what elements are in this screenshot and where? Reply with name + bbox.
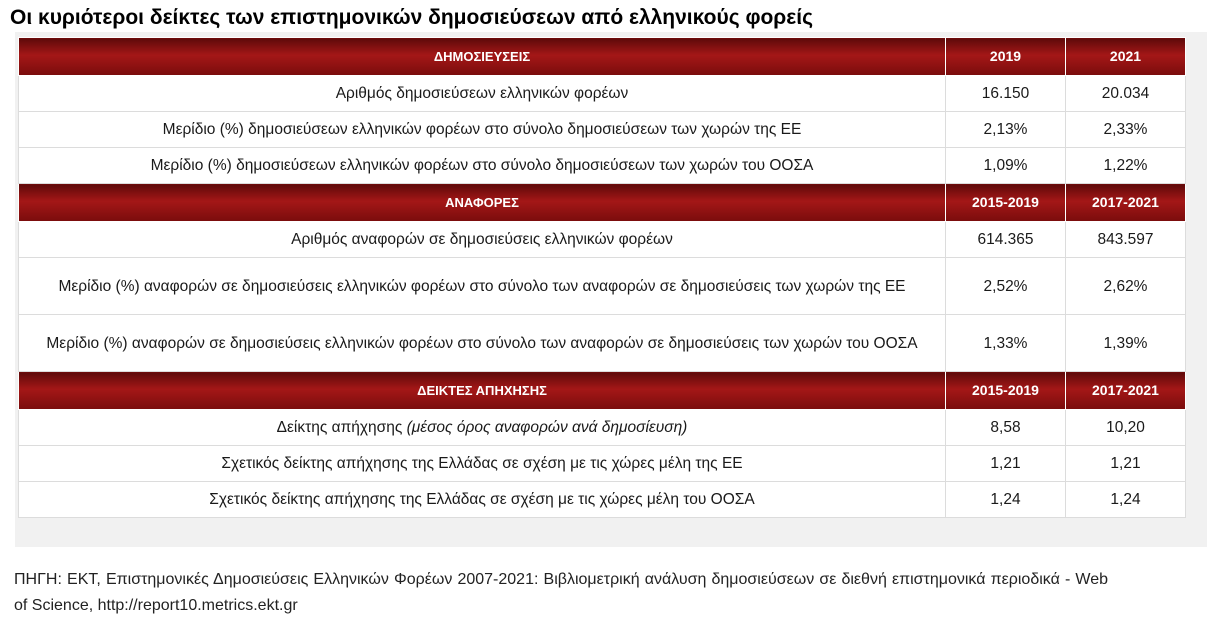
row-value-1: 1,09% xyxy=(946,148,1066,184)
row-value-2: 2,62% xyxy=(1066,258,1186,315)
column-header-year-1: 2019 xyxy=(946,38,1066,76)
section-header-publications xyxy=(19,38,1186,76)
indicators-table-container xyxy=(18,37,1185,518)
row-value-2: 20.034 xyxy=(1066,76,1186,112)
row-label: Μερίδιο (%) δημοσιεύσεων ελληνικών φορέων στο σύνολο δημοσιεύσεων των χωρών της ΕΕ xyxy=(19,112,946,148)
row-value-2: 1,22% xyxy=(1066,148,1186,184)
row-value-2: 1,24 xyxy=(1066,482,1186,518)
row-value-1: 614.365 xyxy=(946,222,1066,258)
row-label: Μερίδιο (%) δημοσιεύσεων ελληνικών φορέων στο σύνολο δημοσιεύσεων των χωρών του ΟΟΣΑ xyxy=(19,148,946,184)
table-row xyxy=(19,315,1186,372)
row-value-1: 16.150 xyxy=(946,76,1066,112)
row-label: Σχετικός δείκτης απήχησης της Ελλάδας σε σχέση με τις χώρες μέλη του ΟΟΣΑ xyxy=(19,482,946,518)
column-header-period-2: 2017-2021 xyxy=(1066,372,1186,410)
row-value-2: 1,21 xyxy=(1066,446,1186,482)
page-title: Οι κυριότεροι δείκτες των επιστημονικών δημοσιεύσεων από ελληνικούς φορείς xyxy=(10,6,814,29)
table-row xyxy=(19,446,1186,482)
row-label: Αριθμός δημοσιεύσεων ελληνικών φορέων xyxy=(19,76,946,112)
row-value-2: 2,33% xyxy=(1066,112,1186,148)
table-row xyxy=(19,148,1186,184)
section-header-citations xyxy=(19,184,1186,222)
row-value-1: 1,21 xyxy=(946,446,1066,482)
row-label-note: (μέσος όρος αναφορών ανά δημοσίευση) xyxy=(406,419,688,436)
column-header-period-2: 2017-2021 xyxy=(1066,184,1186,222)
column-header-period-1: 2015-2019 xyxy=(946,372,1066,410)
row-value-1: 2,13% xyxy=(946,112,1066,148)
row-label xyxy=(19,410,946,446)
row-value-2: 10,20 xyxy=(1066,410,1186,446)
row-value-1: 2,52% xyxy=(946,258,1066,315)
section-header-impact xyxy=(19,372,1186,410)
section-title: ΔΕΙΚΤΕΣ ΑΠΗΧΗΣΗΣ xyxy=(19,372,946,410)
row-label: Αριθμός αναφορών σε δημοσιεύσεις ελληνικών φορέων xyxy=(19,222,946,258)
table-row xyxy=(19,482,1186,518)
table-row xyxy=(19,112,1186,148)
column-header-period-1: 2015-2019 xyxy=(946,184,1066,222)
section-title: ΔΗΜΟΣΙΕΥΣΕΙΣ xyxy=(19,38,946,76)
row-value-1: 8,58 xyxy=(946,410,1066,446)
row-label: Μερίδιο (%) αναφορών σε δημοσιεύσεις ελληνικών φορέων στο σύνολο των αναφορών σε δημοσιεύσεις των χωρών του ΟΟΣΑ xyxy=(19,315,946,372)
row-value-1: 1,24 xyxy=(946,482,1066,518)
row-label: Μερίδιο (%) αναφορών σε δημοσιεύσεις ελληνικών φορέων στο σύνολο των αναφορών σε δημοσιεύσεις των χωρών της ΕΕ xyxy=(19,258,946,315)
column-header-year-2: 2021 xyxy=(1066,38,1186,76)
row-value-1: 1,33% xyxy=(946,315,1066,372)
table-row xyxy=(19,222,1186,258)
row-label-main: Δείκτης απήχησης xyxy=(276,419,403,436)
table-row xyxy=(19,76,1186,112)
row-value-2: 1,39% xyxy=(1066,315,1186,372)
row-value-2: 843.597 xyxy=(1066,222,1186,258)
table-row xyxy=(19,258,1186,315)
table-row xyxy=(19,410,1186,446)
source-note: ΠΗΓΗ: ΕΚΤ, Επιστημονικές Δημοσιεύσεις Ελληνικών Φορέων 2007-2021: Βιβλιομετρική ανάλυση δημοσιεύσεων σε διεθνή επιστημονικά περιοδικά - Web of Science, http://report10.metrics.ekt.gr xyxy=(14,571,1108,614)
row-label: Σχετικός δείκτης απήχησης της Ελλάδας σε σχέση με τις χώρες μέλη της ΕΕ xyxy=(19,446,946,482)
indicators-table xyxy=(18,37,1186,518)
section-title: ΑΝΑΦΟΡΕΣ xyxy=(19,184,946,222)
